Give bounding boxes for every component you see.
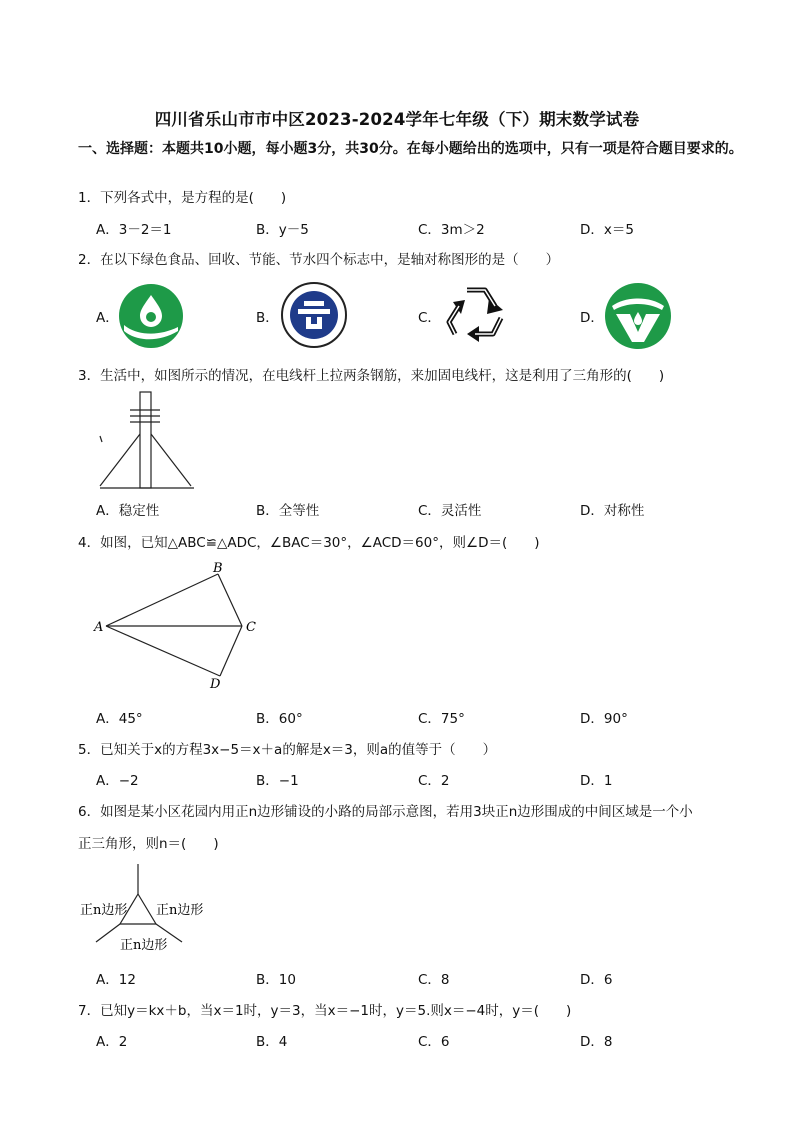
q7-option-d[interactable]: D．8 [580,1034,613,1050]
q1-option-d[interactable]: D．x＝5 [580,222,634,238]
question-2-stem: 2．在以下绿色食品、回收、节能、节水四个标志中，是轴对称图形的是（ ） [78,252,560,268]
q4-option-a[interactable]: A．45° [96,711,143,727]
label-n-gon-bottom: 正n边形 [120,938,168,953]
question-1-stem: 1．下列各式中，是方程的是( ) [78,190,287,206]
q4-option-d[interactable]: D．90° [580,711,628,727]
question-6-stem-line-2: 正三角形，则n＝( ) [78,836,219,852]
q3-option-a[interactable]: A．稳定性 [96,503,160,519]
label-b: B [213,561,223,576]
question-5-stem: 5．已知关于x的方程3x−5＝x＋a的解是x＝3，则a的值等于（ ） [78,742,497,758]
recycle-arrows-icon [443,284,509,346]
green-food-logo-icon [118,283,184,349]
question-4-stem: 4．如图，已知△ABC≌△ADC，∠BAC＝30°，∠ACD＝60°，则∠D＝( ) [78,535,540,551]
q6-option-a[interactable]: A．12 [96,972,136,988]
q6-option-b[interactable]: B．10 [256,972,296,988]
q2-option-d[interactable]: D． [580,310,604,326]
q7-option-b[interactable]: B．4 [256,1034,288,1050]
q5-option-c[interactable]: C．2 [418,773,450,789]
q5-option-a[interactable]: A．−2 [96,773,139,789]
q2-option-b[interactable]: B． [256,310,279,326]
q7-option-a[interactable]: A．2 [96,1034,128,1050]
label-n-gon-left: 正n边形 [80,903,128,918]
q6-option-c[interactable]: C．8 [418,972,450,988]
q7-option-c[interactable]: C．6 [418,1034,450,1050]
utility-pole-figure [96,390,206,490]
q5-option-b[interactable]: B．−1 [256,773,299,789]
page-title: 四川省乐山市市中区2023-2024学年七年级（下）期末数学试卷 [154,110,640,129]
q5-option-d[interactable]: D．1 [580,773,613,789]
q4-option-b[interactable]: B．60° [256,711,303,727]
q3-option-d[interactable]: D．对称性 [580,503,645,519]
label-d: D [210,677,221,692]
quadrilateral-abcd-figure [92,560,272,692]
label-c: C [246,620,256,635]
q3-option-c[interactable]: C．灵活性 [418,503,482,519]
question-6-stem-line-1: 6．如图是某小区花园内用正n边形铺设的小路的局部示意图，若用3块正n边形围成的中间区域是一个小 [78,804,693,820]
q1-option-b[interactable]: B．y－5 [256,222,309,238]
q1-option-c[interactable]: C．3m＞2 [418,222,485,238]
water-saving-logo-icon [604,282,672,350]
section-header: 一、选择题：本题共10小题，每小题3分，共30分。在每小题给出的选项中，只有一项是符合题目要求的。 [78,141,743,157]
label-a: A [94,620,104,635]
q2-option-c[interactable]: C． [418,310,441,326]
question-7-stem: 7．已知y＝kx＋b，当x＝1时，y＝3，当x＝−1时，y＝5.则x＝−4时，y＝( ) [78,1003,572,1019]
q6-option-d[interactable]: D．6 [580,972,613,988]
q3-option-b[interactable]: B．全等性 [256,503,320,519]
q4-option-c[interactable]: C．75° [418,711,465,727]
polygon-path-figure [78,862,218,956]
question-3-stem: 3．生活中，如图所示的情况，在电线杆上拉两条钢筋，来加固电线杆，这是利用了三角形的( ) [78,368,665,384]
q2-option-a[interactable]: A． [96,310,119,326]
q1-option-a[interactable]: A．3－2＝1 [96,222,172,238]
recycle-logo-icon-blue [280,281,348,349]
label-n-gon-right: 正n边形 [156,903,204,918]
